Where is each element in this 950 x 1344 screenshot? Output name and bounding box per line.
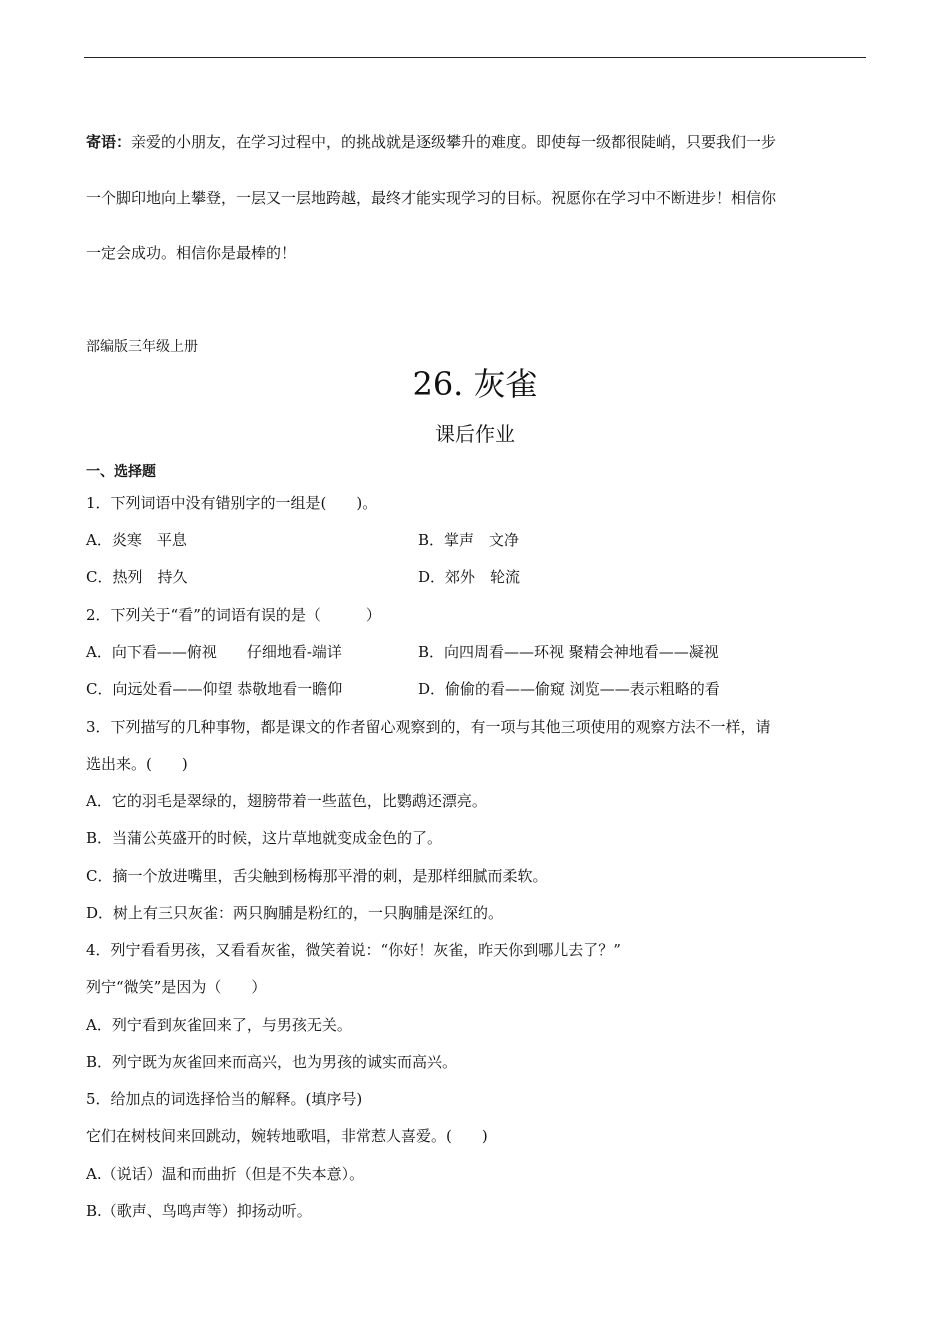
header-rule — [84, 57, 866, 58]
edition-label: 部编版三年级上册 — [86, 339, 198, 355]
motto-label: 寄语： — [86, 133, 132, 151]
q5-option-b: B.（歌声、鸟鸣声等）抑扬动听。 — [86, 1202, 312, 1220]
q4-stem-line-1: 4．列宁看看男孩，又看看灰雀，微笑着说：“你好！灰雀，昨天你到哪儿去了？” — [86, 941, 621, 959]
page-subtitle: 课后作业 — [435, 422, 515, 446]
q3-stem-line-1: 3．下列描写的几种事物，都是课文的作者留心观察到的，有一项与其他三项使用的观察方法不一样，请 — [86, 718, 771, 736]
q1-option-c: C．热列 持久 — [86, 568, 188, 586]
q1-option-b: B．掌声 文净 — [418, 531, 520, 549]
q4-option-a: A．列宁看到灰雀回来了，与男孩无关。 — [86, 1016, 352, 1034]
q4-stem-line-2: 列宁“微笑”是因为（ ） — [86, 978, 267, 996]
q5-option-a: A.（说话）温和而曲折（但是不失本意）。 — [86, 1165, 365, 1183]
q2-option-c: C．向远处看——仰望 恭敬地看一瞻仰 — [86, 680, 343, 698]
q2-option-a: A．向下看——俯视 仔细地看-端详 — [86, 643, 342, 661]
q1-option-d: D．郊外 轮流 — [418, 568, 521, 586]
q3-option-a: A．它的羽毛是翠绿的，翅膀带着一些蓝色，比鹦鹉还漂亮。 — [86, 792, 487, 810]
q3-option-c: C．摘一个放进嘴里，舌尖触到杨梅那平滑的刺，是那样细腻而柔软。 — [86, 867, 548, 885]
q2-option-b: B．向四周看——环视 聚精会神地看——凝视 — [418, 643, 719, 661]
q5-stem-line-2: 它们在树枝间来回跳动，婉转地歌唱，非常惹人喜爱。( ) — [86, 1127, 488, 1145]
motto-line-2: 一个脚印地向上攀登，一层又一层地跨越，最终才能实现学习的目标。祝愿你在学习中不断进步！相信你 — [86, 189, 777, 207]
q4-option-b: B．列宁既为灰雀回来而高兴，也为男孩的诚实而高兴。 — [86, 1053, 458, 1071]
motto-line-1 — [86, 132, 776, 152]
q2-option-d: D．偷偷的看——偷窥 浏览——表示粗略的看 — [418, 680, 720, 698]
q1-option-a: A．炎寒 平息 — [86, 531, 187, 549]
motto-line-3: 一定会成功。相信你是最棒的！ — [86, 244, 297, 262]
q1-stem: 1．下列词语中没有错别字的一组是( )。 — [86, 494, 378, 512]
page-title: 26. 灰雀 — [412, 365, 538, 403]
motto-text-1: 亲爱的小朋友，在学习过程中，的挑战就是逐级攀升的难度。即使每一级都很陡峭，只要我们一步 — [131, 133, 777, 151]
q3-option-b: B．当蒲公英盛开的时候，这片草地就变成金色的了。 — [86, 829, 443, 847]
section-heading: 一、选择题 — [86, 464, 156, 480]
q2-stem: 2．下列关于“看”的词语有误的是（ ） — [86, 606, 381, 624]
q5-stem-line-1: 5．给加点的词选择恰当的解释。(填序号) — [86, 1090, 363, 1108]
q3-stem-line-2: 选出来。( ) — [86, 755, 188, 773]
q3-option-d: D．树上有三只灰雀：两只胸脯是粉红的，一只胸脯是深红的。 — [86, 904, 504, 922]
